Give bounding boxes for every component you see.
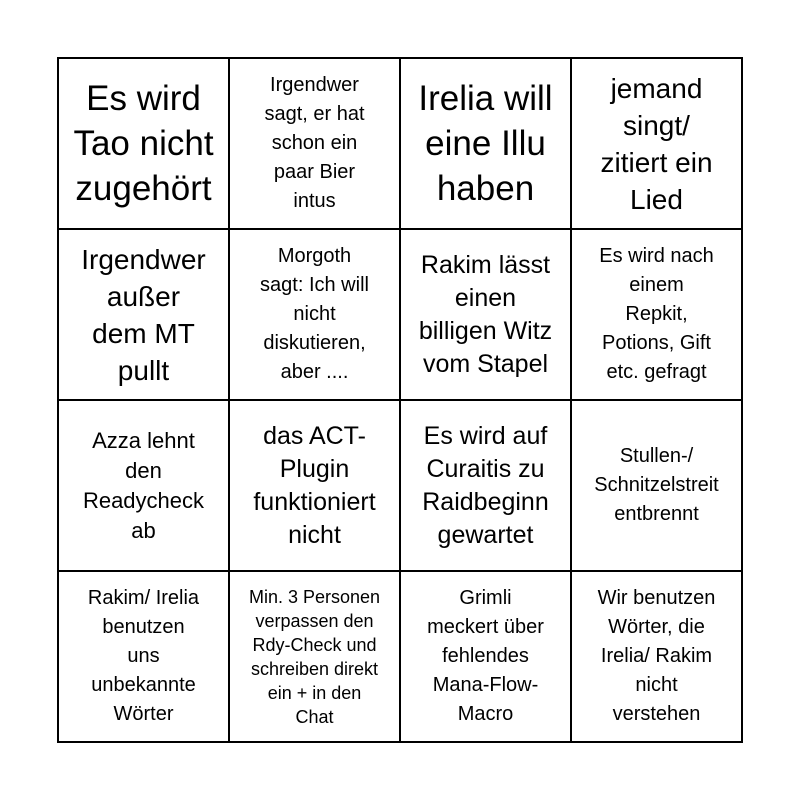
cell-text: Morgoth sagt: Ich will nicht diskutieren, aber ....: [260, 245, 369, 383]
bingo-cell[interactable]: [571, 58, 742, 229]
bingo-cell[interactable]: [400, 58, 571, 229]
cell-text: Es wird auf Curaitis zu Raidbeginn gewartet: [422, 421, 549, 549]
cell-text: Grimli meckert über fehlendes Mana-Flow- Macro: [427, 587, 544, 725]
cell-text: jemand singt/ zitiert ein Lied: [600, 72, 713, 215]
cell-text: Azza lehnt den Readycheck ab: [82, 427, 205, 543]
bingo-cell[interactable]: [58, 229, 229, 400]
cell-text: Wir benutzen Wörter, die Irelia/ Rakim nicht verstehen: [597, 587, 716, 725]
cell-text: Stullen-/ Schnitzelstreit entbrennt: [594, 445, 719, 525]
cell-text: Rakim/ Irelia benutzen uns unbekannte Wörter: [87, 587, 200, 725]
bingo-cell[interactable]: [229, 58, 400, 229]
bingo-cell[interactable]: [571, 229, 742, 400]
cell-text: Es wird nach einem Repkit, Potions, Gift etc. gefragt: [599, 245, 714, 383]
bingo-cell[interactable]: [400, 571, 571, 742]
bingo-cell[interactable]: [58, 571, 229, 742]
bingo-cell[interactable]: [400, 229, 571, 400]
cell-text: Min. 3 Personen verpassen den Rdy-Check und schreiben direkt ein + in den Chat: [248, 586, 381, 727]
bingo-cell[interactable]: [229, 229, 400, 400]
cell-text: Es wird Tao nicht zugehört: [73, 79, 214, 208]
bingo-cell[interactable]: [58, 58, 229, 229]
bingo-cell[interactable]: [229, 571, 400, 742]
bingo-board: [57, 57, 743, 743]
bingo-cell[interactable]: [571, 571, 742, 742]
bingo-cell[interactable]: [229, 400, 400, 571]
cell-text: Irelia will eine Illu haben: [418, 79, 553, 208]
cell-text: Irgendwer sagt, er hat schon ein paar Bier intus: [264, 74, 365, 212]
cell-text: Irgendwer außer dem MT pullt: [81, 243, 206, 386]
cell-text: das ACT- Plugin funktioniert nicht: [253, 421, 376, 549]
cell-text: Rakim lässt einen billigen Witz vom Stapel: [418, 250, 553, 378]
bingo-cell[interactable]: [58, 400, 229, 571]
bingo-cell[interactable]: [400, 400, 571, 571]
bingo-cell[interactable]: [571, 400, 742, 571]
